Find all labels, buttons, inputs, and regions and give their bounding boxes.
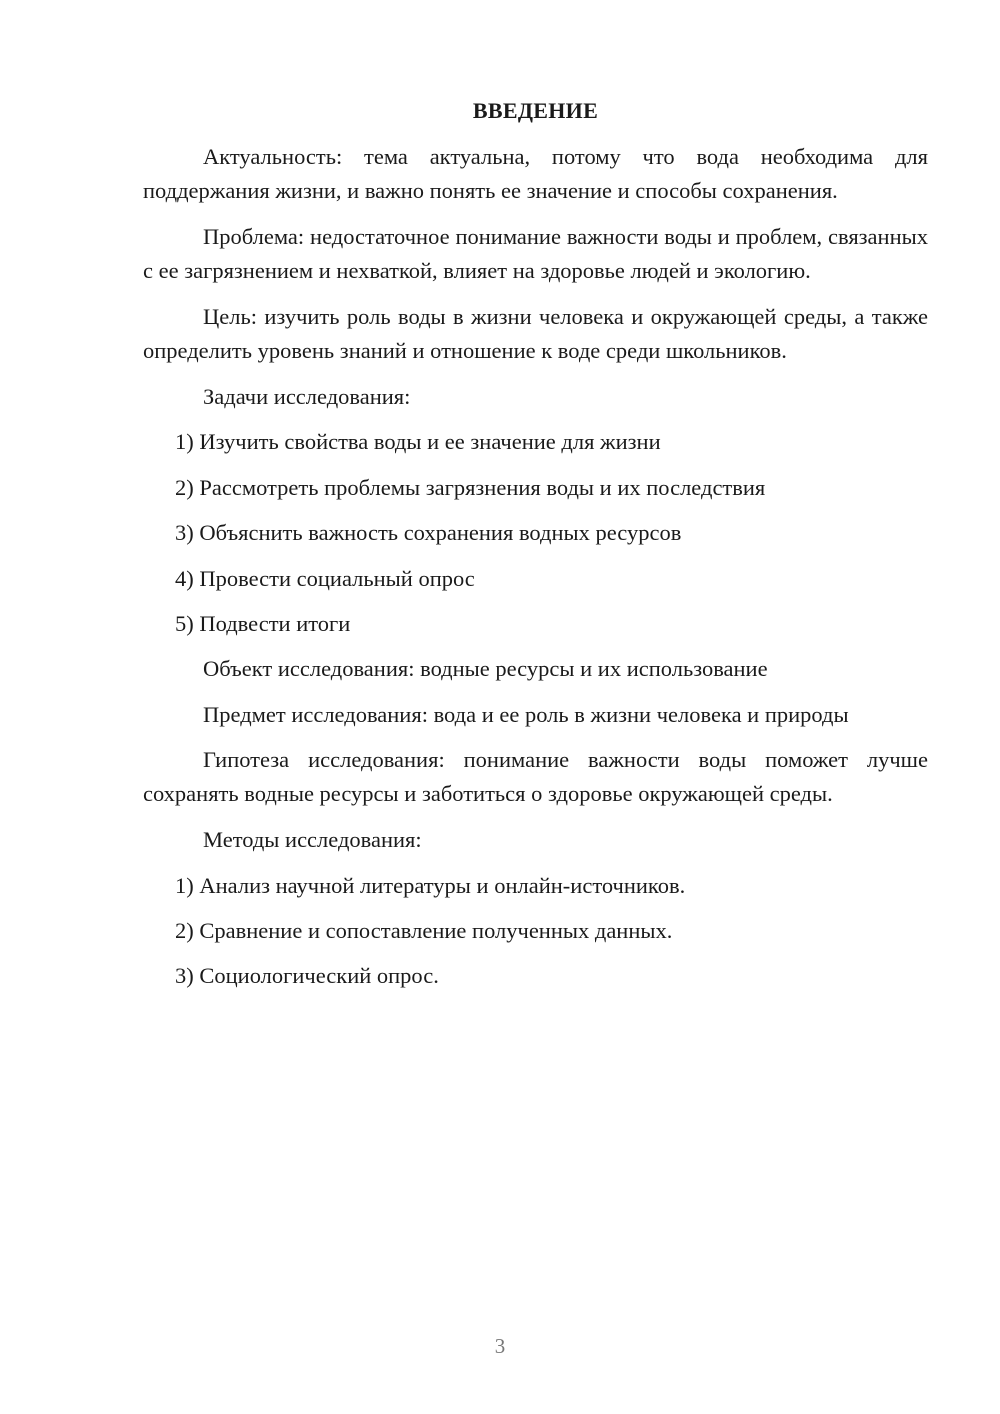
method-item: 2) Сравнение и сопоставление полученных данных. bbox=[175, 917, 673, 943]
tasks-list bbox=[143, 425, 928, 641]
problem-paragraph: Проблема: недостаточное понимание важности воды и проблем, связанных с ее загрязнением и нехваткой, влияет на здоровье людей и экологию. bbox=[143, 224, 928, 283]
tasks-heading: Задачи исследования: bbox=[203, 384, 411, 409]
task-item: 4) Провести социальный опрос bbox=[175, 565, 475, 591]
task-item: 1) Изучить свойства воды и ее значение для жизни bbox=[175, 429, 661, 455]
methods-list bbox=[143, 869, 928, 994]
method-item: 1) Анализ научной литературы и онлайн-источников. bbox=[175, 872, 686, 898]
task-item: 2) Рассмотреть проблемы загрязнения воды и их последствия bbox=[175, 474, 766, 500]
task-item: 3) Объяснить важность сохранения водных ресурсов bbox=[175, 520, 682, 546]
page-title: ВВЕДЕНИЕ bbox=[472, 98, 599, 123]
relevance-paragraph: Актуальность: тема актуальна, потому что вода необходима для поддержания жизни, и важно понять ее значение и способы сохранения. bbox=[143, 144, 928, 203]
subject-line: Предмет исследования: вода и ее роль в жизни человека и природы bbox=[203, 701, 849, 727]
methods-heading: Методы исследования: bbox=[203, 827, 422, 853]
hypothesis-paragraph: Гипотеза исследования: понимание важности воды поможет лучше сохранять водные ресурсы и заботиться о здоровье окружающей среды. bbox=[143, 747, 928, 807]
object-line: Объект исследования: водные ресурсы и их использование bbox=[203, 656, 768, 682]
document-page bbox=[143, 96, 928, 1005]
page-number: 3 bbox=[494, 1334, 506, 1358]
goal-paragraph: Цель: изучить роль воды в жизни человека и окружающей среды, а также определить уровень знаний и отношение к воде среди школьников. bbox=[143, 304, 928, 363]
method-item: 3) Социологический опрос. bbox=[175, 963, 439, 989]
task-item: 5) Подвести итоги bbox=[175, 610, 351, 636]
